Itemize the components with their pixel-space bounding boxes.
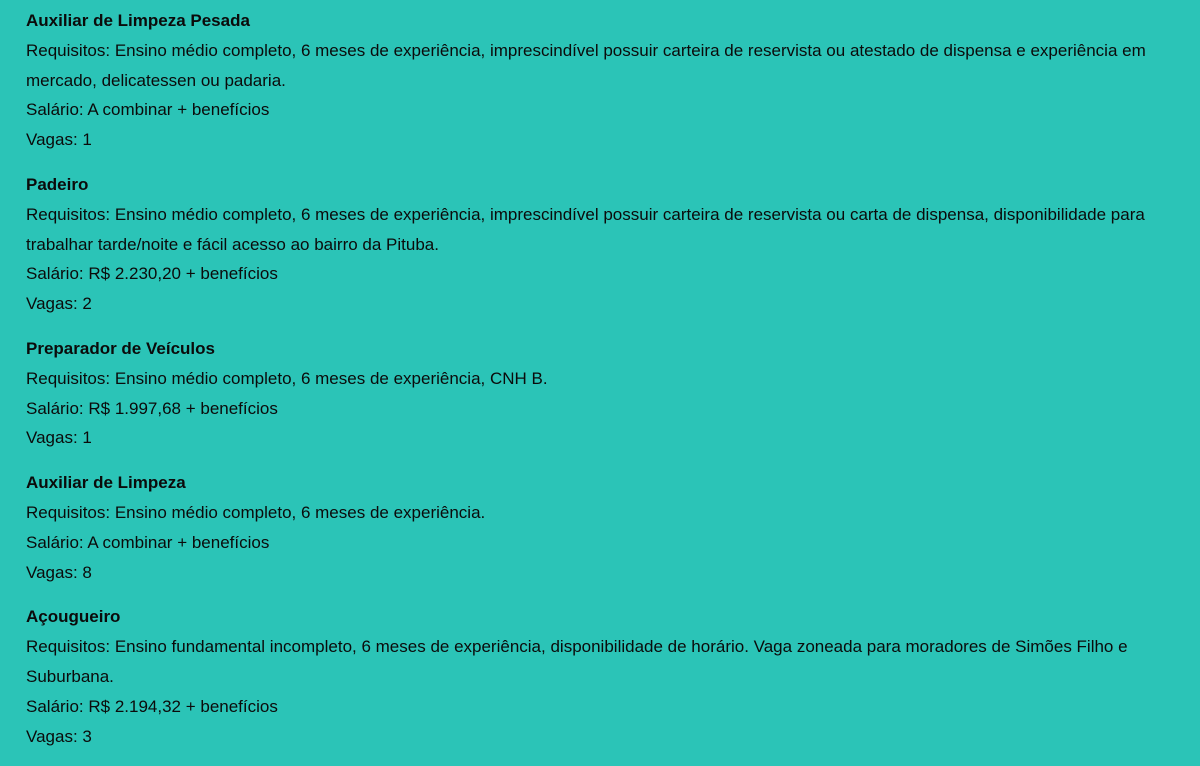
job-salary: Salário: A combinar + benefícios — [26, 100, 270, 120]
job-listings — [26, 6, 1176, 766]
job-openings: Vagas: 8 — [26, 562, 92, 582]
job-requirements: Requisitos: Ensino médio completo, 6 meses de experiência, imprescindível possuir carteira de reservista ou carta de dispensa, disponibilidade para trabalhar tarde/noite e fácil acesso ao bairro da Pituba. — [26, 204, 1145, 254]
job-requirements: Requisitos: Ensino médio completo, 6 meses de experiência, imprescindível possuir carteira de reservista ou atestado de dispensa e experiência em mercado, delicatessen ou padaria. — [26, 40, 1146, 90]
job-title: Auxiliar de Limpeza Pesada — [26, 11, 250, 30]
job-title: Açougueiro — [26, 607, 121, 627]
job-listing — [26, 602, 1176, 751]
job-requirements: Requisitos: Ensino fundamental incompleto, 6 meses de experiência, disponibilidade de horário. Vaga zoneada para moradores de Simões Filho e Suburbana. — [26, 637, 1128, 686]
job-requirements: Requisitos: Ensino médio completo, 6 meses de experiência, CNH B. — [26, 368, 548, 388]
job-openings: Vagas: 1 — [26, 130, 92, 150]
job-title: Auxiliar de Limpeza — [26, 473, 186, 493]
job-openings: Vagas: 3 — [26, 726, 92, 746]
job-requirements: Requisitos: Ensino médio completo, 6 meses de experiência. — [26, 502, 486, 522]
job-listing — [26, 334, 1176, 453]
job-listing — [26, 170, 1176, 319]
job-openings: Vagas: 1 — [26, 428, 92, 448]
job-title: Preparador de Veículos — [26, 338, 215, 358]
job-listing — [26, 6, 1176, 155]
job-salary: Salário: A combinar + benefícios — [26, 532, 270, 552]
job-salary: Salário: R$ 2.194,32 + benefícios — [26, 696, 278, 716]
job-title: Padeiro — [26, 174, 89, 194]
job-openings: Vagas: 2 — [26, 294, 92, 314]
job-listing — [26, 468, 1176, 587]
job-salary: Salário: R$ 2.230,20 + benefícios — [26, 264, 278, 284]
job-salary: Salário: R$ 1.997,68 + benefícios — [26, 398, 278, 418]
